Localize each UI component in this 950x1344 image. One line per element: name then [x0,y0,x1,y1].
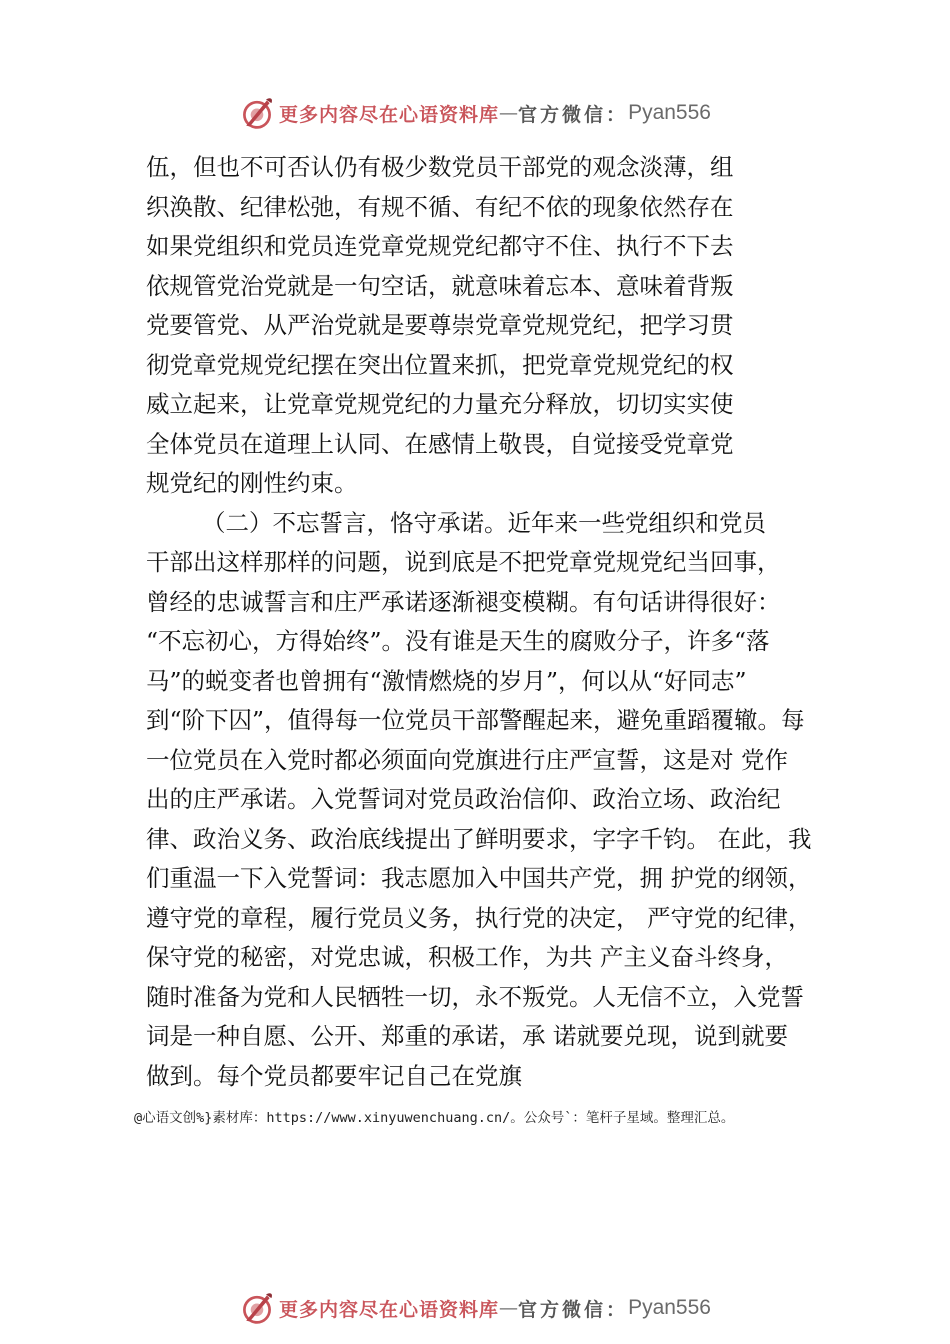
text-line: （二）不忘誓言，恪守承诺。近年来一些党组织和党员 [202,508,766,537]
banner-main-text: 更多内容尽在心语资料库 [279,1298,500,1321]
text-line: 党要管党、从严治党就是要尊崇党章党规党纪，把学习贯 [146,311,734,339]
text-line: 随时准备为党和人民牺牲一切，永不叛党。人无信不立，入党誓 [146,982,804,1011]
quill-seal-logo-icon [239,95,275,131]
text-line: 一位党员在入党时都必须面向党旗进行庄严宣誓，这是对 党作 [146,745,788,774]
text-line: 织涣散、纪律松弛，有规不循、有纪不依的现象依然存在 [146,192,734,221]
text-line: 彻党章党规党纪摆在突出位置来抓，把党章党规党纪的权 [146,350,734,379]
text-line: 规党纪的刚性约束。 [146,469,358,497]
text-line: 曾经的忠诚誓言和庄严承诺逐渐褪变模糊。有句话讲得很好： [146,587,781,616]
text-line: 出的庄严承诺。入党誓词对党员政治信仰、政治立场、政治纪 [146,785,781,813]
text-line: 全体党员在道理上认同、在感情上敬畏，自觉接受党章党 [146,429,734,458]
banner-wechat-id: Pyan556 [628,101,711,124]
text-line: 保守党的秘密，对党忠诚，积极工作，为共 产主义奋斗终身， [146,943,788,971]
banner-wechat-label: 官方微信： [518,1298,629,1321]
header-banner [0,93,950,133]
text-line: 遵守党的章程，履行党员义务，执行党的决定， 严守党的纪律， [146,903,812,932]
text-line: 到“阶下囚”，值得每一位党员干部警醒起来，避免重蹈覆辙。每 [146,706,805,734]
text-line: 做到。每个党员都要牢记自己在党旗 [146,1061,522,1090]
text-line: 伍，但也不可否认仍有极少数党员干部党的观念淡薄，组 [146,153,734,181]
banner-separator: — [499,102,519,124]
banner-wechat-id: Pyan556 [628,1296,711,1319]
text-line: 如果党组织和党员连党章党规党纪都守不住、执行不下去 [146,232,734,260]
text-line: “不忘初心，方得始终”。没有谁是天生的腐败分子，许多“落 [146,627,770,655]
text-line: 威立起来，让党章党规党纪的力量充分释放，切切实实使 [146,390,734,418]
body-text [146,148,846,1096]
banner-main-text: 更多内容尽在心语资料库 [279,103,500,126]
text-line: 依规管党治党就是一句空话，就意味着忘本、意味着背叛 [146,271,734,300]
text-line: 干部出这样那样的问题，说到底是不把党章党规党纪当回事， [146,548,781,576]
footer-banner [0,1288,950,1328]
text-line: 马”的蜕变者也曾拥有“激情燃烧的岁月”，何以从“好同志” [146,666,747,695]
text-line: 词是一种自愿、公开、郑重的承诺，承 诺就要兑现，说到就要 [146,1022,788,1050]
source-note: @心语文创%}素材库：https://www.xinyuwenchuang.cn/。公众号`：笔杆子星域。整理汇总。 [134,1110,735,1126]
text-line: 们重温一下入党誓词：我志愿加入中国共产党，拥 护党的纲领， [146,864,812,892]
quill-seal-logo-icon [239,1290,275,1326]
banner-separator: — [499,1297,519,1319]
banner-wechat-label: 官方微信： [518,103,629,126]
text-line: 律、政治义务、政治底线提出了鲜明要求，字字千钧。 在此，我 [146,824,812,853]
